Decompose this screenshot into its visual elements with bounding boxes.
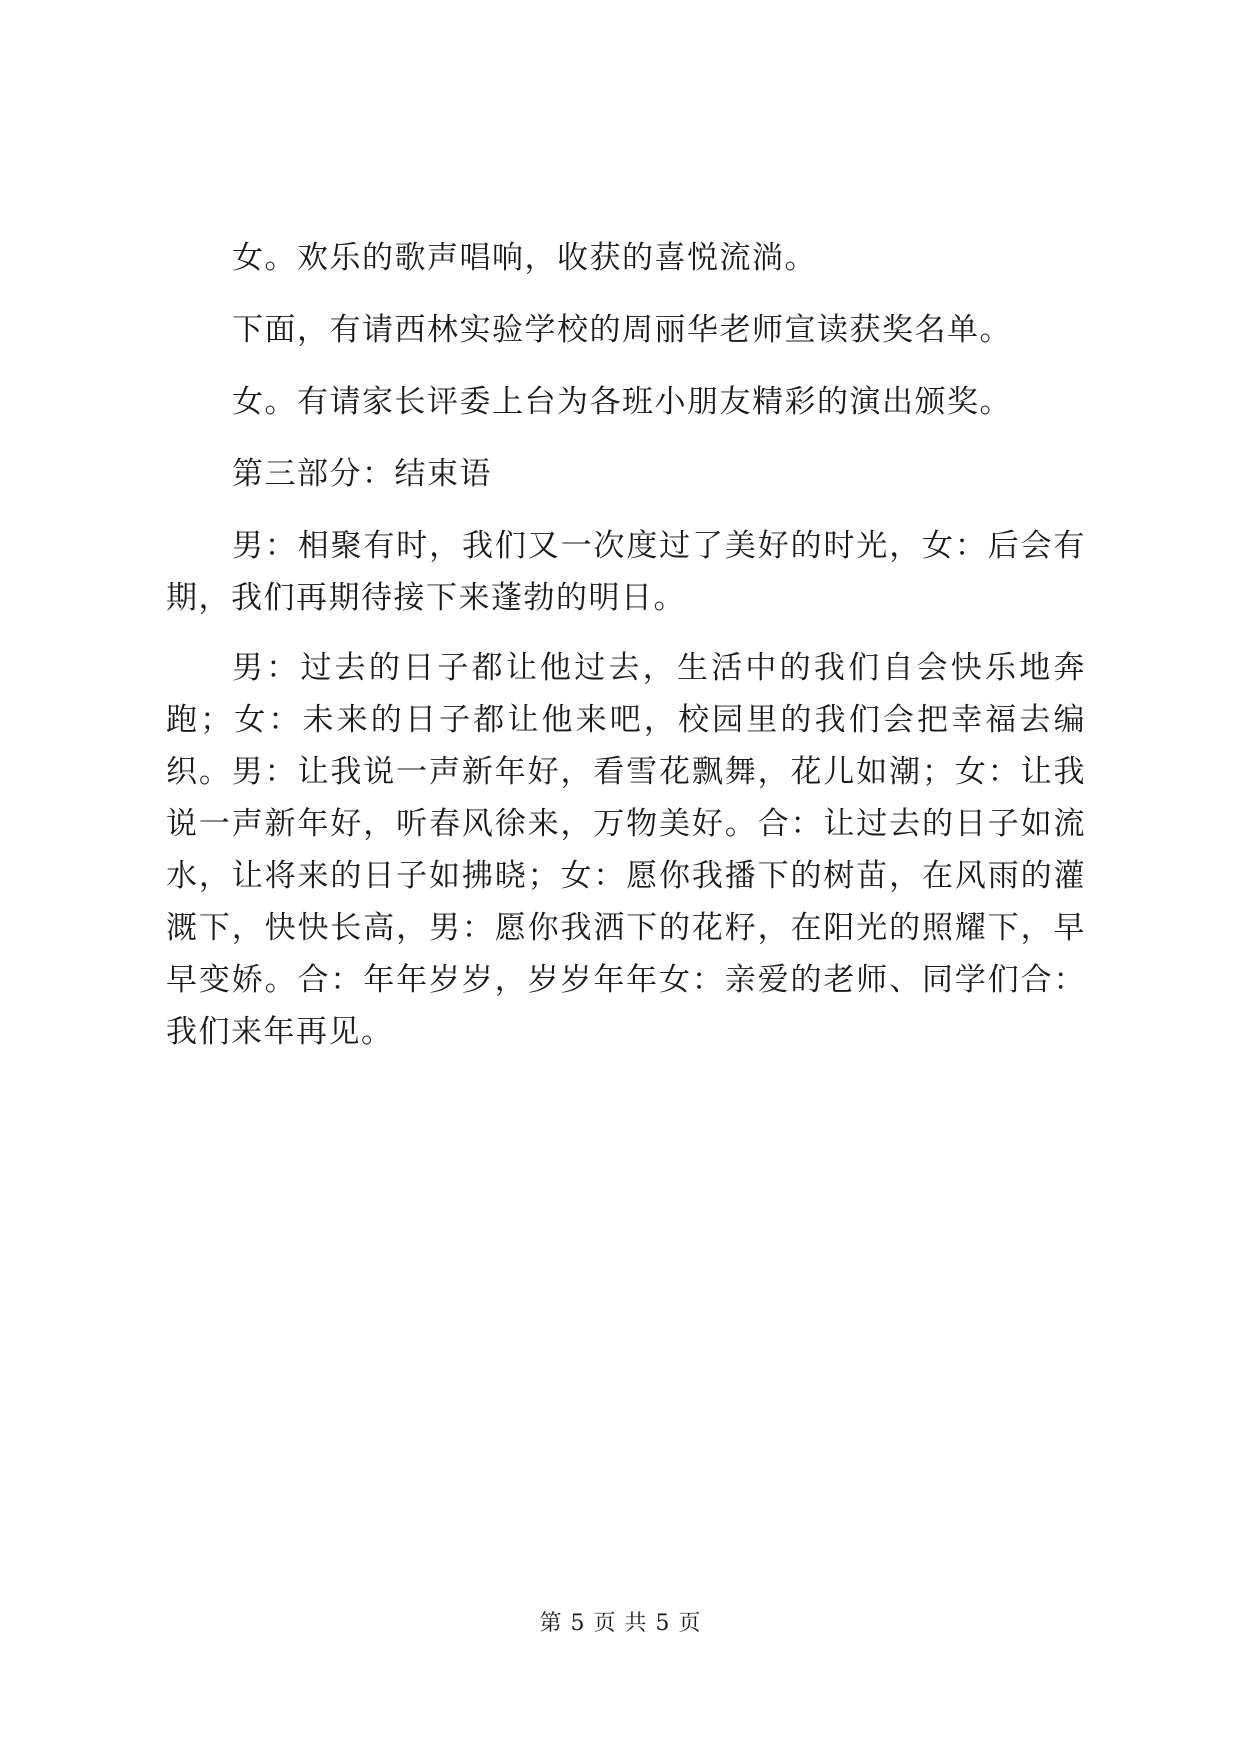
- paragraph-3: 女。有请家长评委上台为各班小朋友精彩的演出颁奖。: [232, 384, 1012, 420]
- paragraph-5: 男：相聚有时，我们又一次度过了美好的时光，女：后会有期，我们再期待接下来蓬勃的明日。: [166, 528, 1086, 616]
- paragraph-2: 下面，有请西林实验学校的周丽华老师宣读获奖名单。: [232, 312, 1012, 348]
- paragraph-1: 女。欢乐的歌声唱响，收获的喜悦流淌。: [232, 240, 817, 276]
- page-footer: 第 5 页 共 5 页: [539, 1611, 702, 1636]
- paragraph-6: 男：过去的日子都让他过去，生活中的我们自会快乐地奔跑；女：未来的日子都让他来吧，校园里的我们会把幸福去编织。男：让我说一声新年好，看雪花飘舞，花儿如潮；女：让我说一声新年好，听春风徐来，万物美好。合：让过去的日子如流水，让将来的日子如拂晓；女：愿你我播下的树苗，在风雨的灌溉下，快快长高，男：愿你我洒下的花籽，在阳光的照耀下，早早变娇。合：年年岁岁，岁岁年年女：亲爱的老师、同学们合：我们来年再见。: [166, 650, 1086, 1050]
- document-body: [166, 232, 1086, 1078]
- section-heading-closing: 第三部分：结束语: [232, 456, 492, 492]
